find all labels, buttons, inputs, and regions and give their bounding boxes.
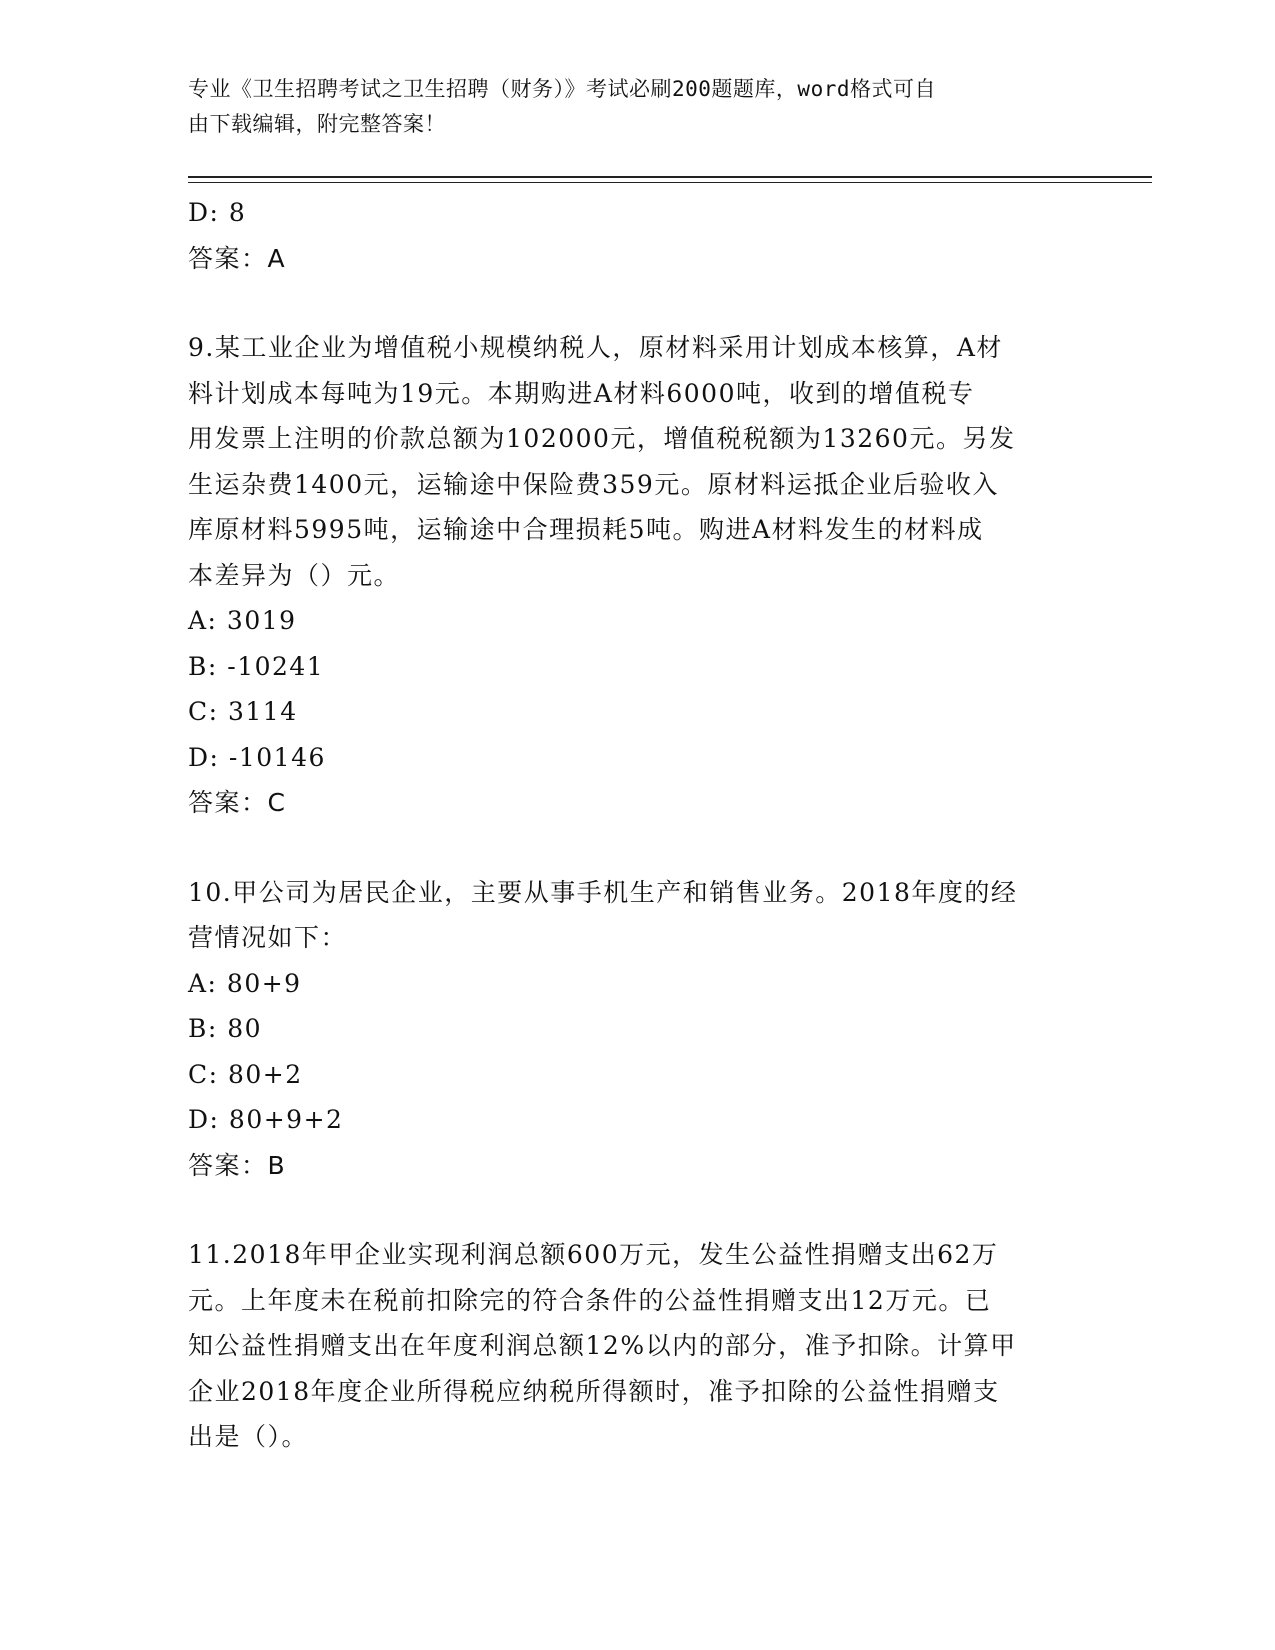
question-9-line: 库原材料5995吨，运输途中合理损耗5吨。购进A材料发生的材料成 bbox=[188, 515, 984, 544]
question-9-option-c: C: 3114 bbox=[188, 697, 298, 726]
question-10-option-a: A: 80+9 bbox=[188, 968, 302, 998]
question-9-option-a: A: 3019 bbox=[188, 606, 297, 635]
question-10-line: 营情况如下： bbox=[188, 923, 348, 952]
question-11-line: 元。上年度未在税前扣除完的符合条件的公益性捐赠支出12万元。已 bbox=[188, 1285, 992, 1315]
question-9-line: 9.某工业企业为增值税小规模纳税人，原材料采用计划成本核算，A材 bbox=[188, 333, 1003, 362]
question-9-line: 本差异为（）元。 bbox=[188, 560, 401, 590]
question-9 bbox=[188, 325, 1088, 826]
question-9-line: 生运杂费1400元，运输途中保险费359元。原材料运抵企业后验收入 bbox=[188, 469, 999, 499]
header-line-1: 专业《卫生招聘考试之卫生招聘（财务）》考试必刷200题题库，word格式可自 bbox=[188, 77, 936, 101]
question-content bbox=[188, 190, 1088, 1460]
question-9-option-d: D: -10146 bbox=[188, 742, 326, 772]
question-9-line: 用发票上注明的价款总额为102000元，增值税税额为13260元。另发 bbox=[188, 424, 1016, 453]
header-rule-thick bbox=[188, 176, 1152, 178]
question-11-line: 11.2018年甲企业实现利润总额600万元，发生公益性捐赠支出62万 bbox=[188, 1240, 999, 1269]
question-10-answer: 答案：B bbox=[188, 1150, 287, 1180]
document-header bbox=[188, 72, 1068, 142]
question-11-line: 企业2018年度企业所得税应纳税所得额时，准予扣除的公益性捐赠支 bbox=[188, 1376, 1000, 1406]
question-10-option-c: C: 80+2 bbox=[188, 1059, 303, 1089]
question-11-line: 知公益性捐赠支出在年度利润总额12%以内的部分，准予扣除。计算甲 bbox=[188, 1331, 1017, 1360]
question-11-line: 出是（）。 bbox=[188, 1422, 309, 1451]
header-line-2: 由下载编辑，附完整答案！ bbox=[188, 112, 446, 136]
question-9-line: 料计划成本每吨为19元。本期购进A材料6000吨，收到的增值税专 bbox=[188, 378, 975, 408]
question-10-option-b: B: 80 bbox=[188, 1014, 263, 1043]
prev-option-d: D: 8 bbox=[188, 198, 247, 227]
question-10-option-d: D: 80+9+2 bbox=[188, 1105, 344, 1134]
question-9-option-b: B: -10241 bbox=[188, 651, 325, 681]
question-11 bbox=[188, 1232, 1088, 1460]
header-rule-thin bbox=[188, 182, 1152, 183]
question-9-answer: 答案：C bbox=[188, 788, 287, 817]
question-10-line: 10.甲公司为居民企业，主要从事手机生产和销售业务。2018年度的经 bbox=[188, 877, 1018, 907]
spacer bbox=[188, 826, 1088, 870]
question-10 bbox=[188, 870, 1088, 1189]
spacer bbox=[188, 281, 1088, 325]
spacer bbox=[188, 1188, 1088, 1232]
prev-answer: 答案：A bbox=[188, 243, 287, 273]
